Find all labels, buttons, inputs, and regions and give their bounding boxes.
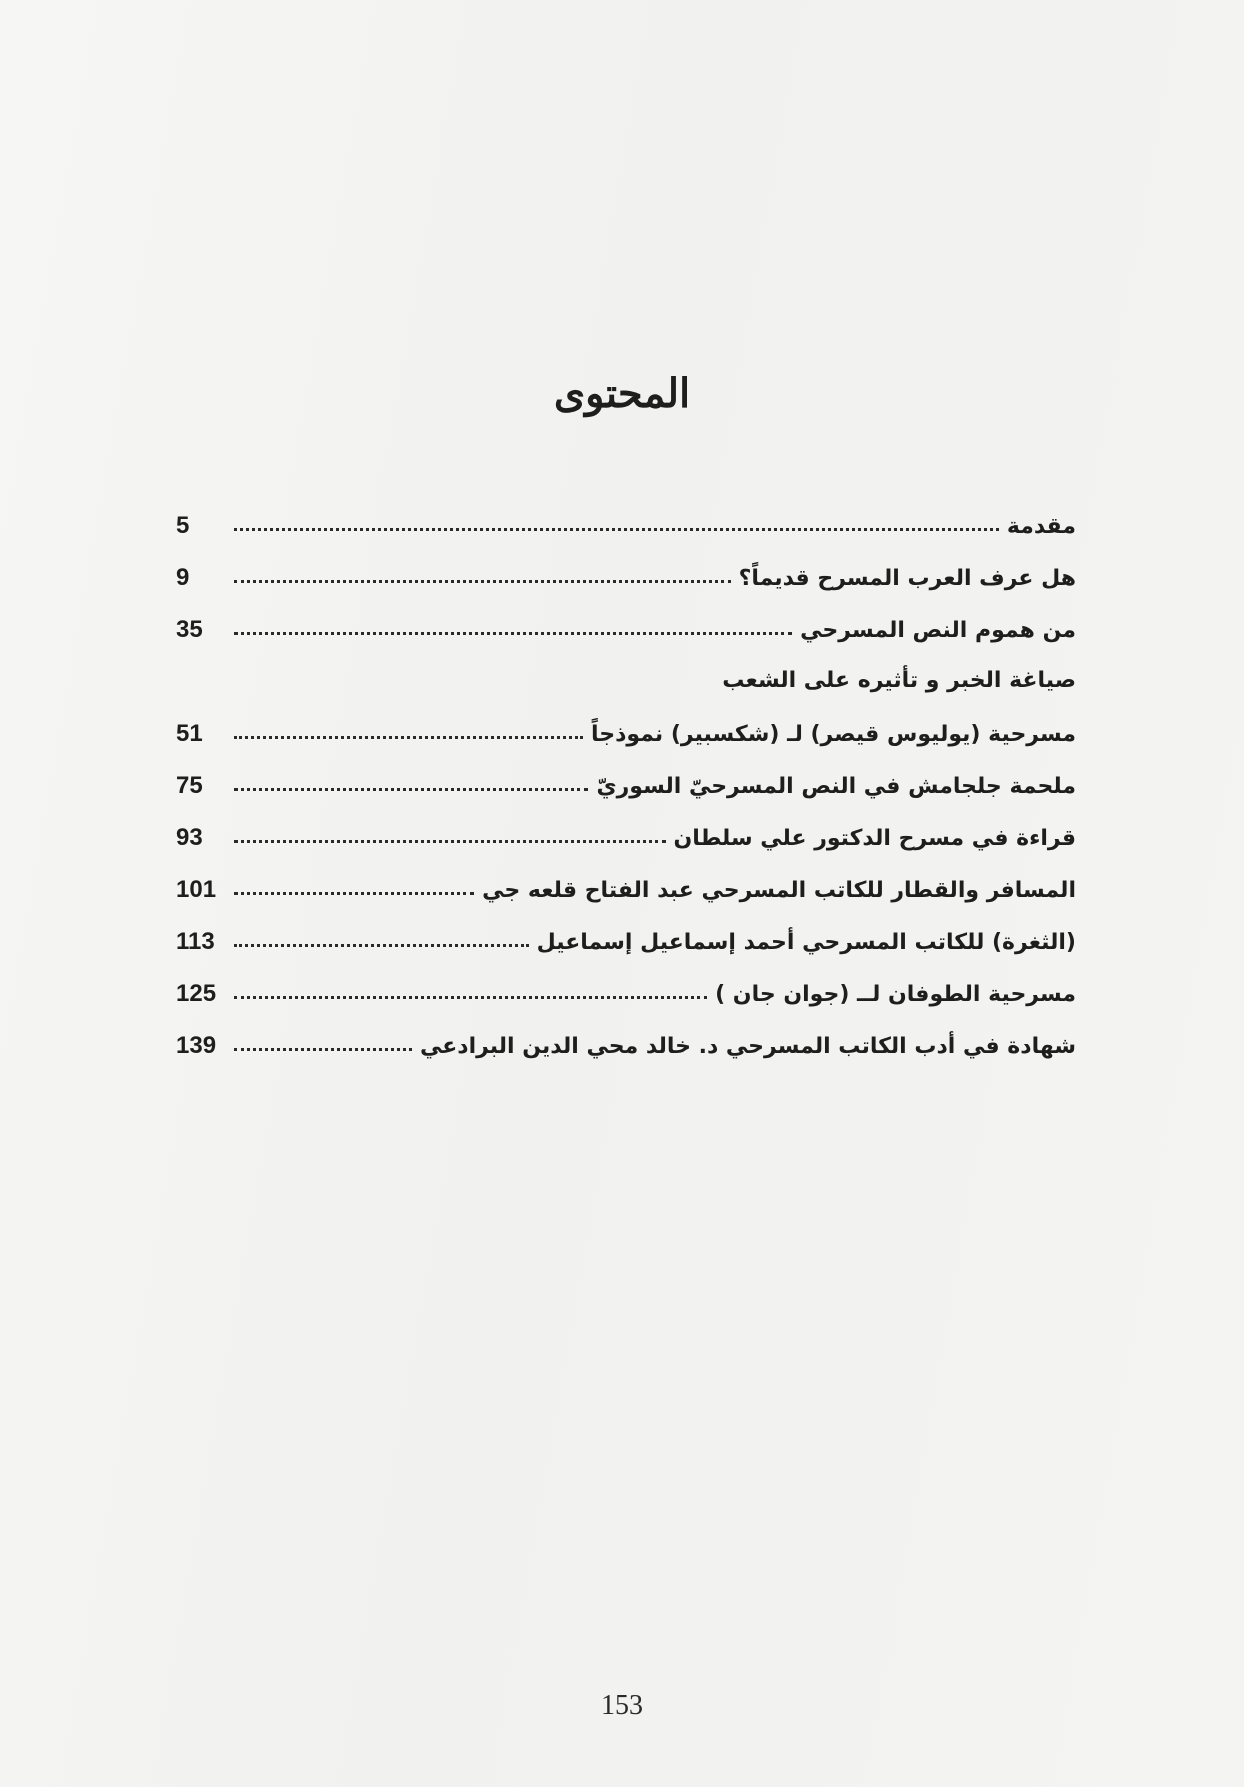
toc-entry [176, 720, 1076, 772]
dot-leader [234, 996, 707, 999]
dot-leader [234, 580, 731, 583]
dot-leader [234, 788, 588, 791]
toc-entry-title: شهادة في أدب الكاتب المسرحي د. خالد محي الدين البرادعي [420, 1034, 1076, 1059]
toc-entry-page: 5 [176, 512, 190, 539]
toc-entry-page: 75 [176, 772, 203, 799]
page-title: المحتوى [553, 370, 691, 417]
dot-leader [234, 840, 666, 843]
toc-entry-title: مسرحية الطوفان لــ (جوان جان ) [715, 982, 1076, 1007]
table-of-contents [176, 512, 1076, 1084]
toc-section-heading [176, 668, 1076, 720]
toc-entry-title: هل عرف العرب المسرح قديماً؟ [738, 566, 1076, 591]
toc-entry [176, 772, 1076, 824]
toc-entry [176, 616, 1076, 668]
toc-entry-page: 51 [176, 720, 203, 747]
dot-leader [234, 528, 999, 531]
toc-entry-page: 113 [176, 928, 215, 955]
toc-entry [176, 980, 1076, 1032]
toc-entry-page: 139 [176, 1032, 217, 1059]
toc-entry-page: 35 [176, 616, 203, 643]
toc-entry-title: مقدمة [1006, 514, 1076, 539]
toc-entry-page: 9 [176, 564, 190, 591]
toc-entry [176, 928, 1076, 980]
toc-entry-title: ملحمة جلجامش في النص المسرحيّ السوريّ [596, 774, 1076, 799]
page-number: 153 [601, 1690, 643, 1721]
toc-entry-title: من هموم النص المسرحي [800, 618, 1076, 643]
dot-leader [234, 736, 583, 739]
toc-entry [176, 824, 1076, 876]
toc-entry-page: 125 [176, 980, 217, 1007]
toc-entry-title: المسافر والقطار للكاتب المسرحي عبد الفتاح قلعه جي [482, 878, 1076, 903]
toc-entry [176, 876, 1076, 928]
toc-entry-title: (الثغرة) للكاتب المسرحي أحمد إسماعيل إسماعيل [536, 930, 1076, 955]
toc-entry-page: 93 [176, 824, 203, 851]
dot-leader [234, 1048, 412, 1051]
toc-entry [176, 1032, 1076, 1084]
toc-entry-title: صياغة الخبر و تأثيره على الشعب [722, 668, 1076, 693]
toc-entry [176, 512, 1076, 564]
toc-entry-page: 101 [176, 876, 217, 903]
dot-leader [234, 944, 529, 947]
toc-entry-title: مسرحية (يوليوس قيصر) لـ (شكسبير) نموذجاً [590, 722, 1076, 747]
dot-leader [234, 632, 792, 635]
toc-entry [176, 564, 1076, 616]
toc-entry-title: قراءة في مسرح الدكتور علي سلطان [673, 826, 1076, 851]
dot-leader [234, 892, 474, 895]
